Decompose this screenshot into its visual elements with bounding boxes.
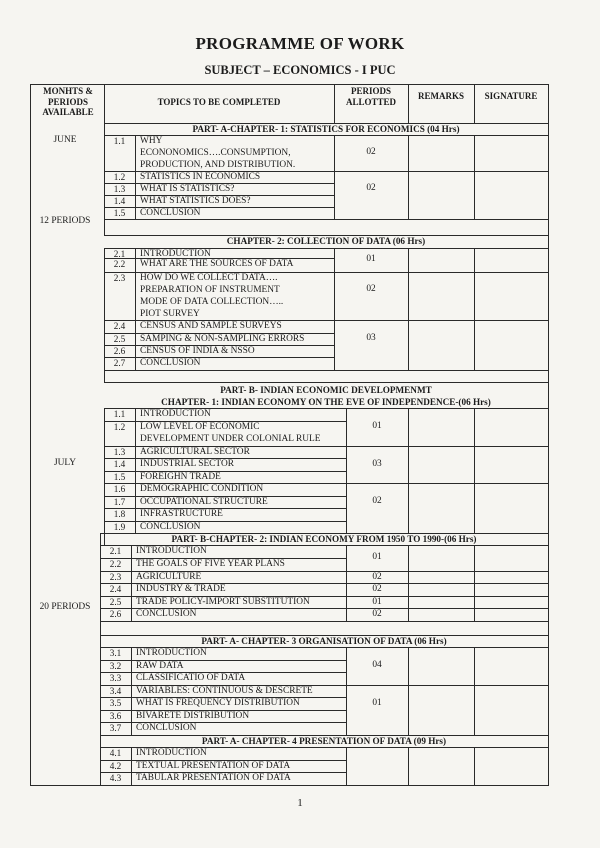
- topic-text: INTRODUCTION: [136, 648, 207, 658]
- july-label: JULY: [54, 458, 76, 468]
- chapter-heading: PART- A-CHAPTER- 1: STATISTICS FOR ECONOMICS (04 Hrs): [192, 123, 460, 134]
- rule-line: [474, 747, 475, 786]
- topic-text: DEVELOPMENT UNDER COLONIAL RULE: [140, 434, 321, 444]
- rule-line: [104, 533, 105, 546]
- item-number: 3.4: [109, 686, 122, 696]
- rule-line: [346, 533, 549, 534]
- topic-text: PIOT SURVEY: [140, 309, 200, 319]
- item-number: 1.4: [113, 459, 126, 469]
- rule-line: [408, 647, 409, 736]
- rule-line: [408, 84, 409, 124]
- topic-text: INTRODUCTION: [140, 409, 211, 419]
- rule-line: [104, 370, 335, 371]
- rule-line: [346, 747, 347, 786]
- rule-line: [346, 685, 549, 686]
- item-number: 2.5: [109, 597, 122, 607]
- topic-text: CENSUS OF INDIA & NSSO: [140, 346, 255, 356]
- item-number: 2.5: [113, 334, 126, 344]
- topic-text: CLASSIFICATIO OF DATA: [136, 673, 246, 683]
- rule-line: [334, 248, 335, 371]
- topic-text: PRODUCTION, AND DISTRIBUTION.: [140, 160, 296, 170]
- periods-value: 02: [372, 609, 382, 619]
- item-number: 2.1: [109, 546, 122, 556]
- item-number: 1.3: [113, 184, 126, 194]
- rule-line: [100, 735, 101, 748]
- item-number: 1.9: [113, 522, 126, 532]
- periods-value: 03: [366, 333, 376, 343]
- topic-text: SAMPING & NON-SAMPLING ERRORS: [140, 334, 305, 344]
- topic-text: WHAT IS FREQUENCY DISTRIBUTION: [136, 698, 300, 708]
- item-number: 3.5: [109, 698, 122, 708]
- item-number: 2.1: [113, 249, 126, 259]
- chapter-heading: PART- A- CHAPTER- 3 ORGANISATION OF DATA (06 Hrs): [201, 635, 447, 646]
- topic-text: FOREIGHN TRADE: [140, 472, 221, 482]
- topic-text: HOW DO WE COLLECT DATA….: [140, 273, 278, 283]
- rule-line: [474, 84, 475, 124]
- topic-text: VARIABLES: CONTINUOUS & DESCRETE: [136, 686, 313, 696]
- item-number: 1.7: [113, 497, 126, 507]
- topic-text: WHAT IS STATISTICS?: [140, 184, 235, 194]
- column-header-remarks: REMARKS: [417, 91, 464, 101]
- rule-line: [100, 621, 549, 622]
- rule-line: [474, 647, 475, 736]
- topic-text: INDUSTRIAL SECTOR: [140, 459, 235, 469]
- rule-line: [334, 370, 549, 371]
- item-number: 2.3: [109, 572, 122, 582]
- topic-text: WHAT ARE THE SOURCES OF DATA: [140, 259, 294, 269]
- rule-line: [346, 735, 549, 736]
- page-subtitle: SUBJECT – ECONOMICS - I PUC: [204, 63, 396, 77]
- column-header-signature: SIGNATURE: [484, 91, 538, 101]
- topic-text: OCCUPATIONAL STRUCTURE: [140, 497, 268, 507]
- item-number: 1.6: [113, 484, 126, 494]
- column-header-topics: TOPICS TO BE COMPLETED: [157, 97, 281, 107]
- item-number: 2.6: [113, 346, 126, 356]
- periods-value: 04: [372, 660, 382, 670]
- periods-value: 02: [366, 147, 376, 157]
- rule-line: [346, 483, 549, 484]
- topic-text: WHAT STATISTICS DOES?: [140, 196, 251, 206]
- item-number: 2.4: [113, 321, 126, 331]
- rule-line: [30, 84, 549, 85]
- item-number: 4.1: [109, 748, 122, 758]
- rule-line: [334, 320, 549, 321]
- topic-text: TEXTUAL PRESENTATION OF DATA: [136, 761, 291, 771]
- periods-value: 02: [372, 572, 382, 582]
- topic-text: CONCLUSION: [136, 609, 197, 619]
- item-number: 1.3: [113, 447, 126, 457]
- periods-value: 01: [372, 552, 382, 562]
- rule-line: [474, 408, 475, 534]
- item-number: 2.4: [109, 584, 122, 594]
- item-number: 2.6: [109, 609, 122, 619]
- item-number: 1.4: [113, 196, 126, 206]
- periods-value: 01: [372, 698, 382, 708]
- topic-text: CENSUS AND SAMPLE SURVEYS: [140, 321, 282, 331]
- item-number: 1.1: [113, 136, 126, 146]
- chapter-heading: PART- A- CHAPTER- 4 PRESENTATION OF DATA (09 Hrs): [201, 735, 447, 746]
- rule-line: [100, 533, 101, 546]
- column-header-periods: PERIODS ALLOTTED: [345, 86, 396, 107]
- topic-text: STATISTICS IN ECONOMICS: [140, 172, 261, 182]
- item-number: 4.3: [109, 773, 122, 783]
- item-number: 2.3: [113, 273, 126, 283]
- topic-text: AGRICULTURAL SECTOR: [140, 447, 250, 457]
- topic-text: ECONONOMICS….CONSUMPTION,: [140, 148, 291, 158]
- item-number: 1.8: [113, 509, 126, 519]
- column-header-months: MONHTS & PERIODS AVAILABLE: [42, 86, 94, 117]
- periods-value: 02: [372, 496, 382, 506]
- rule-line: [135, 248, 136, 371]
- periods-value: 01: [372, 421, 382, 431]
- rule-line: [408, 747, 409, 786]
- item-number: 3.2: [109, 661, 122, 671]
- rule-line: [346, 785, 549, 786]
- item-number: 4.2: [109, 761, 122, 771]
- rule-line: [104, 135, 549, 136]
- topic-text: TABULAR PRESENTATION OF DATA: [136, 773, 291, 783]
- periods-value: 02: [372, 584, 382, 594]
- periods-value: 03: [372, 458, 382, 469]
- rule-line: [30, 84, 31, 786]
- topic-text: INTRODUCTION: [140, 249, 211, 259]
- topic-text: INDUSTRY & TRADE: [136, 584, 226, 594]
- rule-line: [104, 370, 105, 383]
- rule-line: [408, 408, 409, 534]
- page-title: PROGRAMME OF WORK: [195, 34, 405, 53]
- rule-line: [100, 735, 347, 736]
- chapter-heading: CHAPTER- 2: COLLECTION OF DATA (06 Hrs): [226, 236, 426, 246]
- item-number: 3.6: [109, 711, 122, 721]
- item-number: 1.5: [113, 472, 126, 482]
- rule-line: [131, 747, 132, 786]
- item-number: 2.2: [113, 259, 126, 269]
- item-number: 2.2: [109, 559, 122, 569]
- periods-value: 02: [366, 183, 376, 193]
- rule-line: [104, 382, 549, 383]
- periods-value: 01: [372, 597, 382, 607]
- rule-line: [408, 248, 409, 371]
- item-number: 2.7: [113, 358, 126, 368]
- programme-table: [30, 84, 548, 785]
- topic-text: BIVARETE DISTRIBUTION: [136, 711, 250, 721]
- topic-text: CONCLUSION: [136, 723, 197, 733]
- topic-text: RAW DATA: [136, 661, 184, 671]
- rule-line: [100, 621, 101, 636]
- rule-line: [346, 446, 549, 447]
- item-number: 1.2: [113, 172, 126, 182]
- item-number: 1.2: [113, 422, 126, 432]
- chapter-heading: PART- B-CHAPTER- 2: INDIAN ECONOMY FROM 1950 TO 1990-(06 Hrs): [171, 533, 477, 544]
- rule-line: [100, 635, 101, 648]
- rule-line: [334, 272, 549, 273]
- topic-text: MODE OF DATA COLLECTION…..: [140, 297, 284, 307]
- rule-line: [408, 135, 409, 220]
- topic-text: CONCLUSION: [140, 358, 201, 368]
- item-number: 1.1: [113, 409, 126, 419]
- topic-text: THE GOALS OF FIVE YEAR PLANS: [136, 559, 285, 569]
- item-number: 1.5: [113, 208, 126, 218]
- rule-line: [104, 219, 335, 220]
- june-label: JUNE: [53, 135, 77, 145]
- chapter-heading: CHAPTER- 1: INDIAN ECONOMY ON THE EVE OF INDEPENDENCE-(06 Hrs): [161, 397, 491, 407]
- rule-line: [474, 135, 475, 220]
- topic-text: INTRODUCTION: [136, 546, 207, 556]
- topic-text: INFRASTRUCTURE: [140, 509, 223, 519]
- topic-text: LOW LEVEL OF ECONOMIC: [140, 422, 260, 432]
- chapter-heading: PART- B- INDIAN ECONOMIC DEVELOPMENMT: [220, 385, 432, 395]
- item-number: 3.7: [109, 723, 122, 733]
- rule-line: [104, 219, 105, 236]
- topic-text: TRADE POLICY-IMPORT SUBSTITUTION: [136, 597, 310, 607]
- rule-line: [334, 171, 549, 172]
- item-number: 3.1: [109, 648, 122, 658]
- periods-value: 01: [366, 254, 376, 264]
- page-number: 1: [297, 797, 303, 809]
- periods-june-label: 12 PERIODS: [39, 216, 91, 226]
- rule-line: [474, 248, 475, 371]
- topic-text: CONCLUSION: [140, 208, 201, 218]
- topic-text: DEMOGRAPHIC CONDITION: [140, 484, 264, 494]
- rule-line: [104, 123, 105, 136]
- rule-line: [334, 219, 549, 220]
- topic-text: WHY: [140, 136, 163, 146]
- periods-value: 02: [366, 284, 376, 294]
- topic-text: PREPARATION OF INSTRUMENT: [140, 285, 280, 295]
- topic-text: AGRICULTURE: [136, 572, 202, 582]
- rule-line: [548, 84, 549, 786]
- topic-text: INTRODUCTION: [136, 748, 207, 758]
- periods-july-label: 20 PERIODS: [39, 602, 91, 612]
- item-number: 3.3: [109, 673, 122, 683]
- rule-line: [100, 785, 347, 786]
- topic-text: CONCLUSION: [140, 522, 201, 532]
